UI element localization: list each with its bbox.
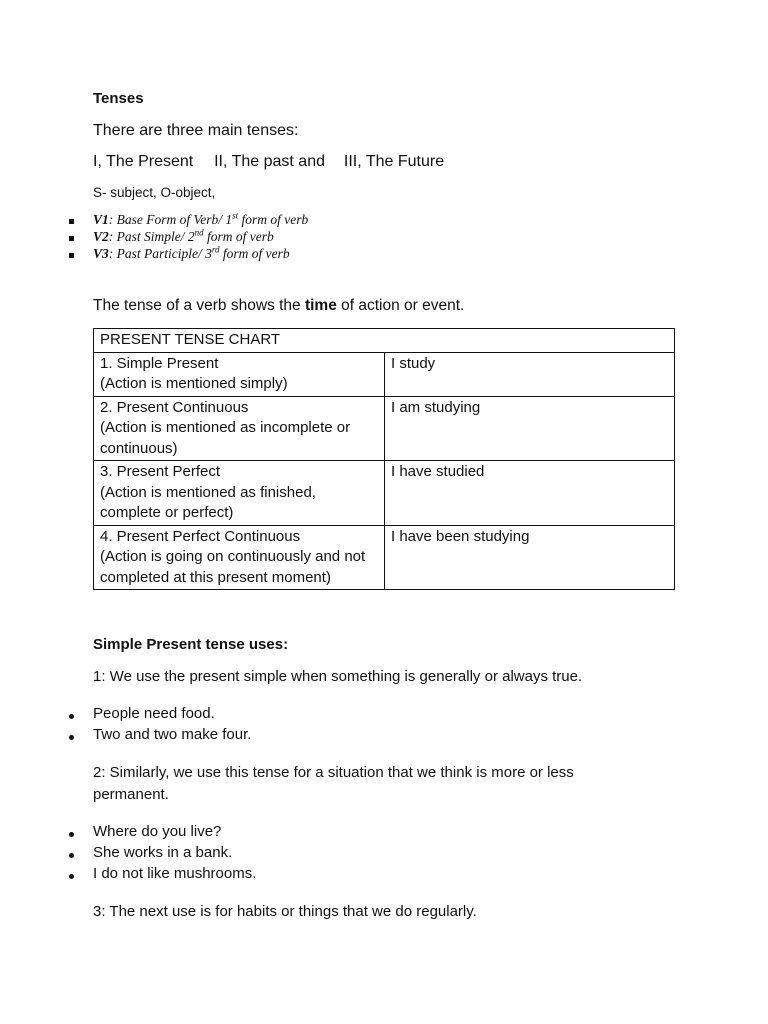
table-cell: 1. Simple Present (Action is mentioned simply) [94, 352, 385, 396]
time-sentence: The tense of a verb shows the time of action or event. [93, 297, 465, 314]
round-bullet-icon [69, 714, 74, 719]
table-cell: 2. Present Continuous (Action is mentioned as incomplete or continuous) [94, 396, 385, 461]
list-item: People need food. [93, 705, 215, 722]
list-item: She works in a bank. [93, 844, 233, 861]
table-row [94, 352, 675, 396]
page-heading: Tenses [93, 90, 144, 107]
tense-past: II, The past and [214, 153, 325, 170]
verb-form-item: V3: Past Participle/ 3rd form of verb [93, 244, 290, 261]
use-3-text: 3: The next use is for habits or things that we do regularly. [93, 903, 477, 920]
table-row [94, 525, 675, 590]
verb-form-item: V1: Base Form of Verb/ 1st form of verb [93, 210, 309, 227]
present-tense-chart [93, 328, 675, 590]
uses-heading: Simple Present tense uses: [93, 636, 289, 653]
tense-future: III, The Future [343, 153, 445, 170]
square-bullet-icon [69, 236, 74, 241]
table-cell: 3. Present Perfect (Action is mentioned as finished, complete or perfect) [94, 461, 385, 526]
table-cell: I have been studying [385, 525, 675, 590]
table-cell: I study [385, 352, 675, 396]
use-2-text-line2: permanent. [93, 786, 169, 803]
round-bullet-icon [69, 735, 74, 740]
use-1-text: 1: We use the present simple when something is generally or always true. [93, 668, 583, 685]
list-item: Where do you live? [93, 823, 222, 840]
square-bullet-icon [69, 253, 74, 258]
list-item: Two and two make four. [93, 726, 252, 743]
table-cell: 4. Present Perfect Continuous (Action is going on continuously and not completed at this present moment) [94, 525, 385, 590]
square-bullet-icon [69, 219, 74, 224]
table-cell: I have studied [385, 461, 675, 526]
table-row [94, 396, 675, 461]
intro-text: There are three main tenses: [93, 122, 299, 139]
verb-form-item: V2: Past Simple/ 2nd form of verb [93, 227, 274, 244]
list-item: I do not like mushrooms. [93, 865, 257, 882]
table-cell: I am studying [385, 396, 675, 461]
tense-present: I, The Present [93, 153, 194, 170]
tenses-line [93, 153, 444, 171]
chart-title: PRESENT TENSE CHART [94, 329, 675, 353]
round-bullet-icon [69, 874, 74, 879]
round-bullet-icon [69, 853, 74, 858]
abbreviation-note: S- subject, O-object, [93, 185, 216, 200]
table-row [94, 461, 675, 526]
use-2-text-line1: 2: Similarly, we use this tense for a situation that we think is more or less [93, 764, 574, 781]
round-bullet-icon [69, 832, 74, 837]
